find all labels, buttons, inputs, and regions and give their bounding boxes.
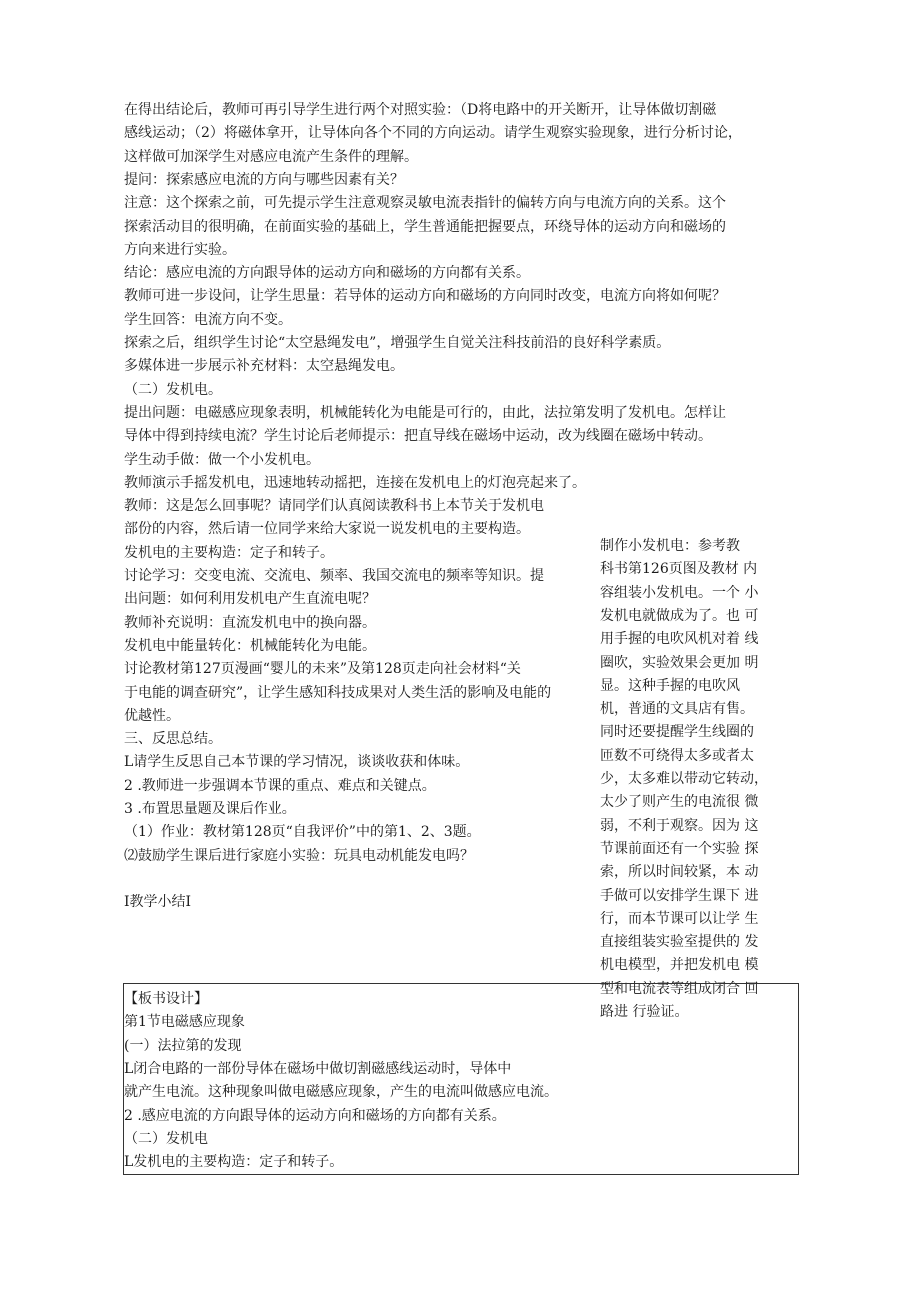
main-text-line: 提问：探索感应电流的方向与哪些因素有关？ bbox=[124, 171, 404, 188]
main-text-line: L请学生反思自己本节课的学习情况，谈谈收获和体味。 bbox=[124, 754, 470, 771]
side-note-line: 太少了则产生的电流很 微 bbox=[600, 794, 759, 811]
main-text-line: 导体中得到持续电流？学生讨论后老师提示：把直导线在磁场中运动，改为线圈在磁场中转动。 bbox=[124, 428, 712, 445]
main-text-line: 这样做可加深学生对感应电流产生条件的理解。 bbox=[124, 148, 418, 165]
main-text-line: 发机电的主要构造：定子和转子。 bbox=[124, 544, 334, 561]
main-text-line: 2 .教师进一步强调本节课的重点、难点和关键点。 bbox=[124, 777, 436, 794]
board-design-line: 就产生电流。这种现象叫做电磁感应现象，产生的电流叫做感应电流。 bbox=[124, 1084, 558, 1101]
side-note-line: 匝数不可绕得太多或者太 bbox=[600, 747, 754, 764]
side-note-line: 显。这种手握的电吹风 bbox=[600, 677, 740, 694]
side-note-line: 型和电流表等组成闭合 回 bbox=[600, 980, 759, 997]
board-design-line: 2 .感应电流的方向跟导体的运动方向和磁场的方向都有关系。 bbox=[124, 1107, 506, 1124]
main-text-line: （二）发机电。 bbox=[124, 381, 222, 398]
main-text-line: ⑵鼓励学生课后进行家庭小实验：玩具电动机能发电吗？ bbox=[124, 847, 474, 864]
main-text-line: 教师可进一步设问，让学生思量：若导体的运动方向和磁场的方向同时改变，电流方向将如何呢？ bbox=[124, 288, 726, 305]
side-note-line: 弱，不利于观察。因为 这 bbox=[600, 817, 759, 834]
board-design-line: (一）法拉第的发现 bbox=[124, 1037, 242, 1054]
main-text-line: 结论：感应电流的方向跟导体的运动方向和磁场的方向都有关系。 bbox=[124, 265, 530, 282]
main-text-line: （1）作业：教材第128页“自我评价”中的第1、2、3题。 bbox=[124, 824, 481, 841]
main-text-line: 感线运动；（2）将磁体拿开，让导体向各个不同的方向运动。请学生观察实验现象，进行分析讨论， bbox=[124, 125, 742, 142]
side-note bbox=[600, 535, 810, 1055]
board-design-line: （二）发机电 bbox=[124, 1130, 208, 1147]
main-text-line: 注意：这个探索之前，可先提示学生注意观察灵敏电流表指针的偏转方向与电流方向的关系。这个 bbox=[124, 195, 726, 212]
side-note-line: 路进 行验证。 bbox=[600, 1004, 689, 1020]
main-text-line: 学生回答：电流方向不变。 bbox=[124, 311, 292, 328]
side-note-line: 机，普通的文具店有售。 bbox=[600, 701, 754, 718]
main-text-line: 在得出结论后，教师可再引导学生进行两个对照实验：（D将电路中的开关断开，让导体做切割磁 bbox=[124, 102, 717, 118]
side-note-line: 索，所以时间较紧，本 动 bbox=[600, 864, 759, 881]
side-note-line: 节课前面还有一个实验 探 bbox=[600, 840, 759, 857]
side-note-line: 直接组装实验室提供的 发 bbox=[600, 934, 759, 951]
main-text-line: 讨论教材第127页漫画“婴儿的未来”及第128页走向社会材料“关 bbox=[124, 661, 521, 678]
main-text-line: I教学小结I bbox=[124, 894, 192, 911]
side-note-line: 发机电就做成为了。也 可 bbox=[600, 607, 759, 624]
board-design-line: L闭合电路的一部份导体在磁场中做切割磁感线运动时，导体中 bbox=[124, 1060, 512, 1077]
main-text-line: 探索之后，组织学生讨论“太空悬绳发电”，增强学生自觉关注科技前沿的良好科学素质。 bbox=[124, 335, 671, 351]
main-text-line: 讨论学习：交变电流、交流电、频率、我国交流电的频率等知识。提 bbox=[124, 568, 544, 584]
board-design-line: 【板书设计】 bbox=[124, 991, 208, 1007]
main-text-line: 教师演示手摇发机电，迅速地转动摇把，连接在发机电上的灯泡亮起来了。 bbox=[124, 474, 586, 491]
side-note-line: 圈吹，实验效果会更加 明 bbox=[600, 654, 759, 671]
side-note-line: 少，太多难以带动它转动， bbox=[600, 771, 768, 787]
board-design-line: 第1节电磁感应现象 bbox=[124, 1014, 245, 1031]
main-text-line: 部份的内容，然后请一位同学来给大家说一说发机电的主要构造。 bbox=[124, 521, 530, 538]
main-text-line: 发机电中能量转化：机械能转化为电能。 bbox=[124, 637, 376, 654]
main-text-line: 方向来进行实验。 bbox=[124, 241, 236, 258]
main-text-line: 教师：这是怎么回事呢？请同学们认真阅读教科书上本节关于发机电 bbox=[124, 498, 544, 515]
side-note-line: 科书第126页图及教材 内 bbox=[600, 561, 758, 578]
main-text-line: 优越性。 bbox=[124, 707, 180, 724]
main-text-line: 探索活动目的很明确，在前面实验的基础上，学生普通能把握要点，环绕导体的运动方向和磁场的 bbox=[124, 218, 726, 235]
side-note-line: 机电模型，并把发机电 模 bbox=[600, 957, 759, 974]
main-text-line: 于电能的调查研究”，让学生感知科技成果对人类生活的影响及电能的 bbox=[124, 684, 552, 701]
main-text-line: 提出问题：电磁感应现象表明，机械能转化为电能是可行的，由此，法拉第发明了发机电。怎样让 bbox=[124, 404, 726, 421]
main-text-line: 教师补充说明：直流发机电中的换向器。 bbox=[124, 614, 376, 631]
side-note-line: 行，而本节课可以让学 生 bbox=[600, 910, 759, 927]
main-text-line: 多媒体进一步展示补充材料：太空悬绳发电。 bbox=[124, 358, 404, 375]
side-note-line: 手做可以安排学生课下 进 bbox=[600, 887, 759, 904]
board-design-line: L发机电的主要构造：定子和转子。 bbox=[124, 1154, 344, 1171]
main-text-line: 出问题：如何利用发机电产生直流电呢？ bbox=[124, 591, 376, 608]
side-note-line: 容组装小发机电。一个 小 bbox=[600, 584, 759, 601]
main-text-line: 学生动手做：做一个小发机电。 bbox=[124, 451, 320, 468]
side-note-line: 用手握的电吹风机对着 线 bbox=[600, 631, 759, 648]
main-text-line: 三、反思总结。 bbox=[124, 731, 222, 748]
main-text-line: 3 .布置思量题及课后作业。 bbox=[124, 801, 296, 817]
side-note-line: 制作小发机电：参考教 bbox=[600, 538, 740, 554]
side-note-line: 同时还要提醒学生线圈的 bbox=[600, 724, 754, 741]
board-design-box bbox=[123, 983, 799, 1175]
